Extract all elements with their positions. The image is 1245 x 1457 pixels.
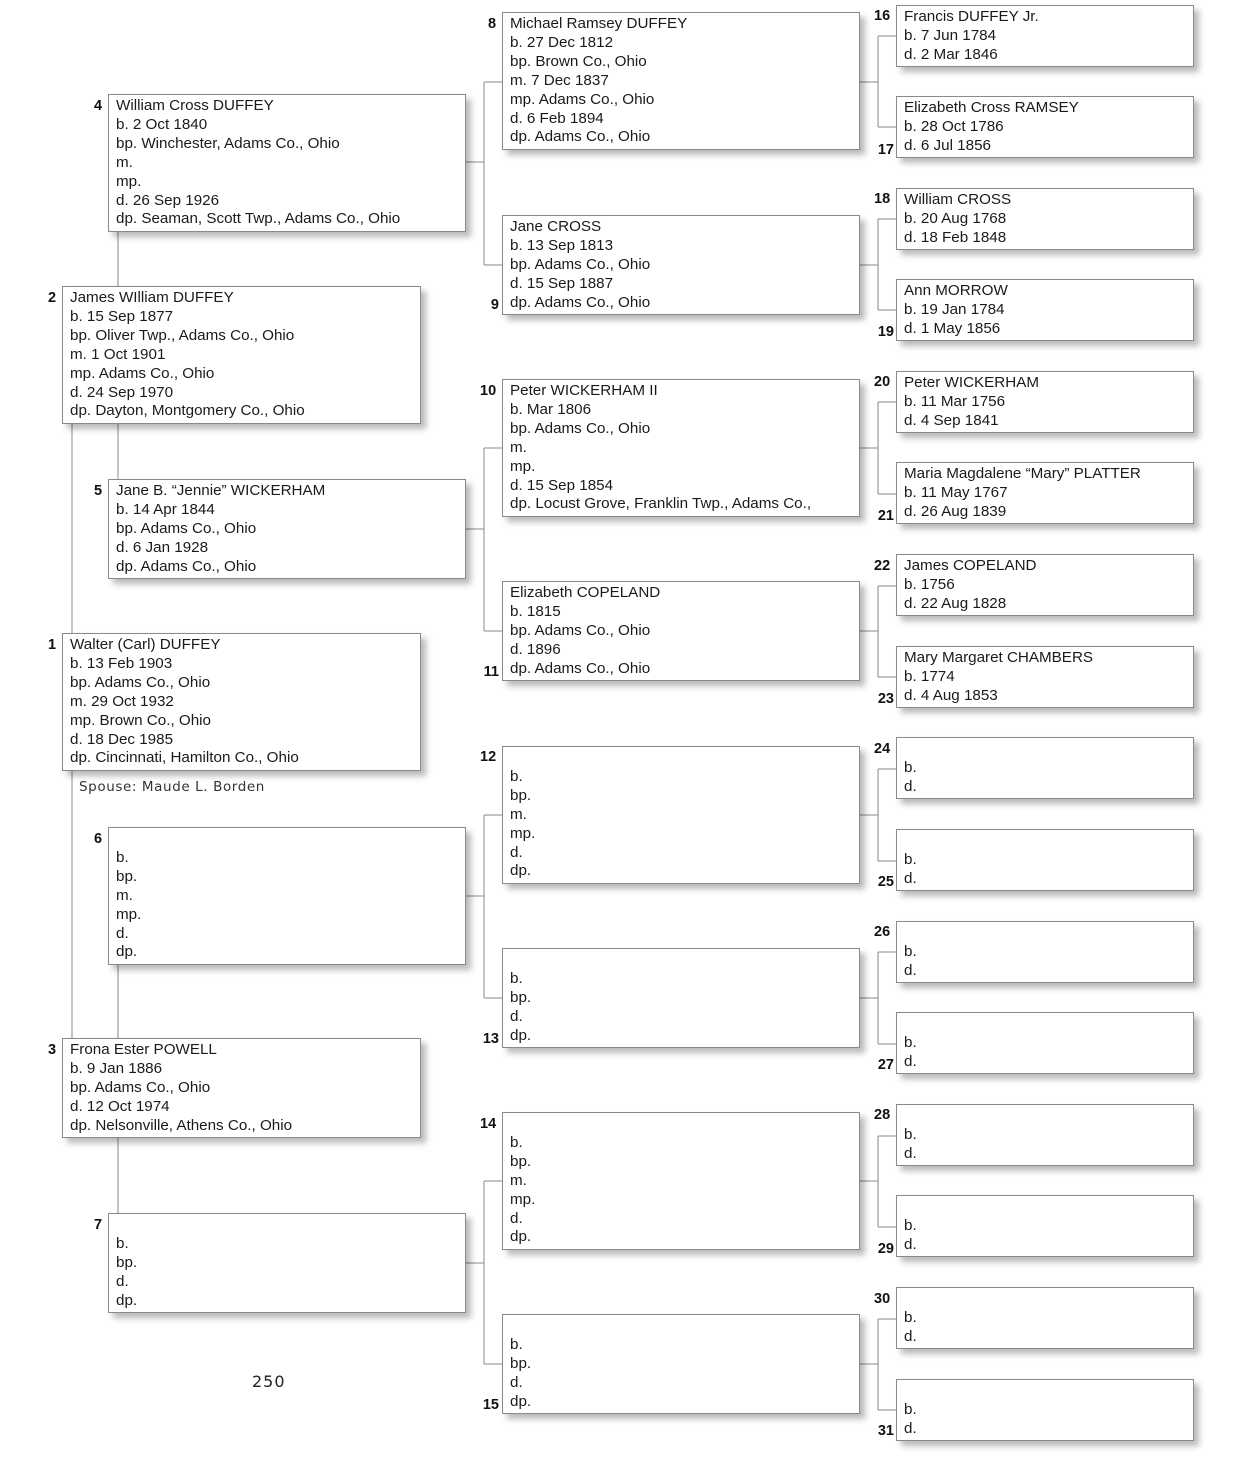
- person-detail-line: dp. Adams Co., Ohio: [510, 128, 651, 146]
- person-detail-line: d. 1896: [510, 640, 561, 658]
- person-detail-line: d. 15 Sep 1854: [510, 476, 614, 494]
- person-detail-line: bp. Brown Co., Ohio: [510, 52, 647, 70]
- ancestor-number-25: 25: [877, 874, 894, 890]
- person-box-22: [896, 554, 1194, 616]
- person-name: [116, 1216, 458, 1235]
- ancestor-number-1: 1: [48, 637, 57, 653]
- person-detail-line: d. 18 Dec 1985: [70, 730, 174, 748]
- person-detail-line: dp. Dayton, Montgomery Co., Ohio: [70, 402, 305, 420]
- person-detail-line: d. 26 Sep 1926: [116, 191, 220, 209]
- person-detail-line: d. 6 Jul 1856: [904, 136, 991, 154]
- ancestor-number-9: 9: [490, 297, 499, 313]
- ancestor-number-3: 3: [48, 1042, 57, 1058]
- person-box-7: [108, 1213, 466, 1313]
- person-detail-line: b.: [510, 767, 523, 785]
- person-name: Elizabeth COPELAND: [510, 584, 661, 601]
- person-name: James WIlliam DUFFEY: [70, 289, 234, 306]
- person-detail-line: d. 12 Oct 1974: [70, 1097, 170, 1115]
- person-name: [510, 749, 852, 768]
- person-box-26: [896, 921, 1194, 983]
- person-name: Jane CROSS: [510, 218, 602, 235]
- person-detail-line: b.: [904, 850, 917, 868]
- person-box-24: [896, 737, 1194, 799]
- person-box-8: [502, 12, 860, 150]
- person-detail-line: m.: [510, 805, 527, 823]
- person-detail-line: b. 1774: [904, 667, 955, 685]
- person-detail-line: b. 27 Dec 1812: [510, 33, 614, 51]
- person-detail-line: dp. Nelsonville, Athens Co., Ohio: [70, 1116, 293, 1134]
- person-detail-line: b. 11 Mar 1756: [904, 392, 1006, 410]
- person-detail-line: bp. Adams Co., Ohio: [510, 255, 651, 273]
- person-detail-line: b. 28 Oct 1786: [904, 117, 1004, 135]
- person-name: William Cross DUFFEY: [116, 97, 274, 114]
- person-name: Mary Margaret CHAMBERS: [904, 649, 1094, 666]
- person-detail-line: b.: [116, 1234, 129, 1252]
- ancestor-number-15: 15: [482, 1397, 499, 1413]
- person-detail-line: d. 6 Jan 1928: [116, 538, 209, 556]
- ancestor-number-10: 10: [480, 383, 497, 399]
- person-name: [904, 1015, 1186, 1034]
- ancestor-number-24: 24: [874, 741, 891, 757]
- person-detail-line: b. 20 Aug 1768: [904, 209, 1007, 227]
- person-box-6: [108, 827, 466, 965]
- person-detail-line: d. 2 Mar 1846: [904, 45, 998, 63]
- person-box-15: [502, 1314, 860, 1414]
- person-box-17: [896, 96, 1194, 158]
- person-detail-line: m.: [116, 153, 133, 171]
- person-detail-line: bp. Adams Co., Ohio: [510, 621, 651, 639]
- ancestor-number-5: 5: [94, 483, 103, 499]
- ancestor-number-30: 30: [874, 1291, 891, 1307]
- person-detail-line: d. 1 May 1856: [904, 319, 1001, 337]
- ancestor-number-8: 8: [488, 16, 497, 32]
- person-detail-line: d. 18 Feb 1848: [904, 228, 1007, 246]
- person-box-16: [896, 5, 1194, 67]
- spouse-note: Spouse: Maude L. Borden: [79, 779, 265, 795]
- person-detail-line: b.: [510, 1133, 523, 1151]
- person-detail-line: d. 4 Sep 1841: [904, 411, 999, 429]
- person-detail-line: dp. Locust Grove, Franklin Twp., Adams Co.,: [510, 495, 812, 513]
- person-detail-line: b.: [116, 848, 129, 866]
- person-detail-line: dp. Adams Co., Ohio: [116, 557, 257, 575]
- person-detail-line: b.: [510, 969, 523, 987]
- person-detail-line: dp. Cincinnati, Hamilton Co., Ohio: [70, 749, 299, 767]
- person-box-1: [62, 633, 421, 771]
- person-box-23: [896, 646, 1194, 708]
- page-number: 250: [252, 1372, 286, 1391]
- person-detail-line: m.: [510, 1171, 527, 1189]
- ancestor-number-6: 6: [94, 831, 103, 847]
- person-name: [510, 951, 852, 970]
- person-detail-line: b. 1756: [904, 575, 955, 593]
- person-detail-line: m. 29 Oct 1932: [70, 692, 174, 710]
- ancestor-number-31: 31: [877, 1423, 894, 1439]
- person-detail-line: d.: [904, 777, 917, 795]
- person-detail-line: dp.: [116, 1291, 138, 1309]
- person-detail-line: d.: [904, 869, 917, 887]
- ancestor-number-28: 28: [874, 1107, 891, 1123]
- person-detail-line: mp.: [116, 172, 142, 190]
- person-box-30: [896, 1287, 1194, 1349]
- person-name: [904, 924, 1186, 943]
- person-detail-line: mp. Brown Co., Ohio: [70, 711, 211, 729]
- person-detail-line: b.: [904, 1308, 917, 1326]
- person-detail-line: d. 4 Aug 1853: [904, 686, 998, 704]
- person-name: Maria Magdalene “Mary” PLATTER: [904, 465, 1141, 482]
- ancestor-number-4: 4: [94, 98, 103, 114]
- person-detail-line: d.: [116, 924, 129, 942]
- person-detail-line: b. 11 May 1767: [904, 483, 1008, 501]
- person-detail-line: d.: [904, 1052, 917, 1070]
- person-detail-line: m.: [116, 886, 133, 904]
- person-detail-line: dp. Adams Co., Ohio: [510, 293, 651, 311]
- person-box-11: [502, 581, 860, 681]
- person-name: [904, 740, 1186, 759]
- person-detail-line: dp.: [510, 1228, 532, 1246]
- ancestor-number-27: 27: [877, 1057, 894, 1073]
- person-detail-line: bp. Adams Co., Ohio: [510, 419, 651, 437]
- person-detail-line: d.: [904, 1235, 917, 1253]
- person-name: Peter WICKERHAM II: [510, 382, 658, 399]
- person-detail-line: mp. Adams Co., Ohio: [70, 364, 215, 382]
- person-box-2: [62, 286, 421, 424]
- ancestor-number-16: 16: [874, 8, 891, 24]
- person-detail-line: bp.: [116, 1253, 138, 1271]
- ancestor-number-7: 7: [94, 1217, 103, 1233]
- person-detail-line: d.: [904, 1144, 917, 1162]
- person-detail-line: m. 1 Oct 1901: [70, 345, 166, 363]
- person-box-25: [896, 829, 1194, 891]
- person-detail-line: b. 15 Sep 1877: [70, 307, 174, 325]
- ancestor-number-2: 2: [48, 290, 57, 306]
- person-detail-line: b.: [510, 1335, 523, 1353]
- person-detail-line: b. 9 Jan 1886: [70, 1059, 163, 1077]
- person-detail-line: b. 13 Feb 1903: [70, 654, 173, 672]
- ancestor-number-14: 14: [480, 1116, 497, 1132]
- person-box-3: [62, 1038, 421, 1138]
- person-box-29: [896, 1195, 1194, 1257]
- person-detail-line: dp.: [510, 1392, 532, 1410]
- person-name: Jane B. “Jennie” WICKERHAM: [116, 482, 326, 499]
- person-box-12: [502, 746, 860, 884]
- person-detail-line: bp. Adams Co., Ohio: [70, 1078, 211, 1096]
- person-detail-line: d.: [510, 843, 523, 861]
- ancestor-number-20: 20: [874, 374, 891, 390]
- person-detail-line: d.: [510, 1373, 523, 1391]
- ancestor-number-19: 19: [877, 324, 894, 340]
- person-box-20: [896, 371, 1194, 433]
- ancestor-number-18: 18: [874, 191, 891, 207]
- person-detail-line: d.: [510, 1007, 523, 1025]
- person-name: [904, 1382, 1186, 1401]
- person-detail-line: b. 2 Oct 1840: [116, 115, 208, 133]
- person-detail-line: mp.: [510, 824, 536, 842]
- person-detail-line: b.: [904, 1033, 917, 1051]
- ancestor-number-11: 11: [483, 664, 499, 680]
- person-name: Elizabeth Cross RAMSEY: [904, 99, 1079, 116]
- person-box-31: [896, 1379, 1194, 1441]
- person-name: Frona Ester POWELL: [70, 1041, 217, 1058]
- person-name: [904, 1290, 1186, 1309]
- person-detail-line: d.: [904, 961, 917, 979]
- person-detail-line: b. 14 Apr 1844: [116, 500, 215, 518]
- person-detail-line: dp.: [510, 862, 532, 880]
- person-detail-line: bp.: [510, 988, 532, 1006]
- person-detail-line: dp. Adams Co., Ohio: [510, 659, 651, 677]
- person-detail-line: b.: [904, 942, 917, 960]
- person-detail-line: b. Mar 1806: [510, 400, 592, 418]
- person-box-5: [108, 479, 466, 579]
- person-detail-line: bp. Adams Co., Ohio: [116, 519, 257, 537]
- ancestor-number-26: 26: [874, 924, 891, 940]
- person-detail-line: b. 13 Sep 1813: [510, 236, 614, 254]
- person-name: [904, 832, 1186, 851]
- person-detail-line: mp.: [116, 905, 142, 923]
- person-box-28: [896, 1104, 1194, 1166]
- person-detail-line: d. 6 Feb 1894: [510, 109, 604, 127]
- person-box-10: [502, 379, 860, 517]
- ancestor-number-29: 29: [877, 1241, 894, 1257]
- person-detail-line: d. 22 Aug 1828: [904, 594, 1007, 612]
- person-box-27: [896, 1012, 1194, 1074]
- person-detail-line: d.: [904, 1419, 917, 1437]
- person-detail-line: d.: [116, 1272, 129, 1290]
- person-name: [116, 830, 458, 849]
- person-name: [904, 1107, 1186, 1126]
- person-box-21: [896, 462, 1194, 524]
- person-detail-line: b.: [904, 1125, 917, 1143]
- person-detail-line: dp.: [510, 1026, 532, 1044]
- person-detail-line: d. 26 Aug 1839: [904, 502, 1007, 520]
- person-detail-line: d. 24 Sep 1970: [70, 383, 174, 401]
- person-detail-line: bp. Oliver Twp., Adams Co., Ohio: [70, 326, 295, 344]
- ancestor-number-12: 12: [480, 749, 497, 765]
- person-name: Walter (Carl) DUFFEY: [70, 636, 221, 653]
- person-detail-line: bp. Winchester, Adams Co., Ohio: [116, 134, 340, 152]
- person-detail-line: dp. Seaman, Scott Twp., Adams Co., Ohio: [116, 210, 401, 228]
- person-name: James COPELAND: [904, 557, 1037, 574]
- person-detail-line: b.: [904, 758, 917, 776]
- person-name: Michael Ramsey DUFFEY: [510, 15, 688, 32]
- person-detail-line: mp.: [510, 1190, 536, 1208]
- person-detail-line: b. 19 Jan 1784: [904, 300, 1005, 318]
- person-name: [510, 1317, 852, 1336]
- person-detail-line: bp.: [510, 1152, 532, 1170]
- person-box-4: [108, 94, 466, 232]
- ancestor-number-13: 13: [482, 1031, 499, 1047]
- person-detail-line: mp. Adams Co., Ohio: [510, 90, 655, 108]
- person-name: Francis DUFFEY Jr.: [904, 8, 1039, 25]
- person-box-9: [502, 215, 860, 315]
- person-detail-line: bp.: [116, 867, 138, 885]
- person-detail-line: bp.: [510, 1354, 532, 1372]
- person-box-18: [896, 188, 1194, 250]
- person-name: [510, 1115, 852, 1134]
- person-detail-line: b.: [904, 1400, 917, 1418]
- person-detail-line: m.: [510, 438, 527, 456]
- person-detail-line: bp.: [510, 786, 532, 804]
- person-detail-line: b. 7 Jun 1784: [904, 26, 997, 44]
- ancestor-number-22: 22: [874, 558, 891, 574]
- person-detail-line: dp.: [116, 943, 138, 961]
- person-detail-line: mp.: [510, 457, 536, 475]
- ancestor-number-23: 23: [877, 691, 894, 707]
- person-box-14: [502, 1112, 860, 1250]
- person-box-19: [896, 279, 1194, 341]
- person-detail-line: b.: [904, 1216, 917, 1234]
- person-detail-line: d.: [510, 1209, 523, 1227]
- person-name: Ann MORROW: [904, 282, 1008, 299]
- ancestor-number-17: 17: [877, 142, 894, 158]
- person-name: [904, 1198, 1186, 1217]
- person-name: Peter WICKERHAM: [904, 374, 1040, 391]
- person-detail-line: d.: [904, 1327, 917, 1345]
- person-detail-line: b. 1815: [510, 602, 561, 620]
- person-name: William CROSS: [904, 191, 1012, 208]
- person-detail-line: bp. Adams Co., Ohio: [70, 673, 211, 691]
- person-box-13: [502, 948, 860, 1048]
- ancestor-number-21: 21: [877, 508, 894, 524]
- person-detail-line: d. 15 Sep 1887: [510, 274, 614, 292]
- person-detail-line: m. 7 Dec 1837: [510, 71, 609, 89]
